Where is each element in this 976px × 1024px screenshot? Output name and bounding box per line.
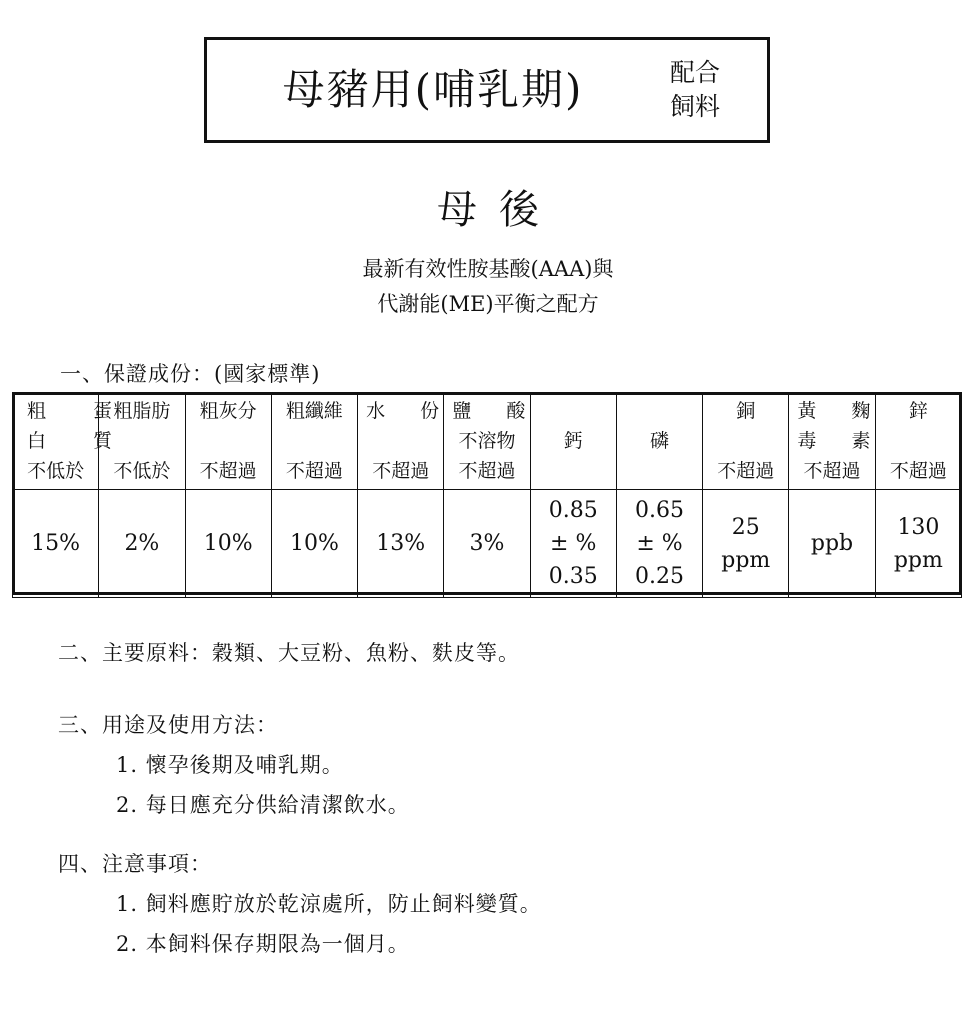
header-cell-zinc: 鋅 不超過 bbox=[875, 393, 961, 490]
section-notes bbox=[58, 845, 542, 965]
header-cell-aflatoxin: 黃 麴 毒 素 不超過 bbox=[789, 393, 875, 490]
guaranteed-analysis-table bbox=[12, 392, 962, 598]
table-header-row bbox=[13, 393, 962, 490]
value-cell-crude-fat: 2% bbox=[99, 490, 185, 598]
product-title: 母豬用(哺乳期) bbox=[282, 65, 584, 114]
title-box bbox=[204, 37, 770, 143]
header-cell-crude-ash: 粗灰分 不超過 bbox=[185, 393, 271, 490]
subtitle-line-2: 代謝能(ME)平衡之配方 bbox=[377, 291, 599, 316]
product-name: 母後 bbox=[437, 187, 561, 233]
product-subtitle bbox=[0, 252, 976, 321]
header-cell-calcium: 鈣 bbox=[530, 393, 616, 490]
notes-item-2: 2. 本飼料保存期限為一個月。 bbox=[116, 931, 410, 956]
value-cell-hcl-insoluble: 3% bbox=[444, 490, 530, 598]
value-cell-calcium: 0.85 ± % 0.35 bbox=[530, 490, 616, 598]
feed-type-line2: 飼料 bbox=[669, 92, 720, 121]
header-cell-copper: 銅 不超過 bbox=[703, 393, 789, 490]
ingredients-heading: 二、主要原料：穀類、大豆粉、魚粉、麩皮等。 bbox=[58, 641, 520, 665]
value-cell-zinc: 130 ppm bbox=[875, 490, 961, 598]
value-cell-crude-protein: 15% bbox=[13, 490, 99, 598]
header-cell-crude-protein: 粗 蛋 白 質 不低於 bbox=[13, 393, 99, 490]
usage-item-1: 1. 懷孕後期及哺乳期。 bbox=[116, 752, 344, 777]
guaranteed-analysis-heading: 一、保證成份：(國家標準) bbox=[60, 362, 321, 386]
usage-item-2: 2. 每日應充分供給清潔飲水。 bbox=[116, 792, 410, 817]
header-cell-crude-fat: 粗脂肪 不低於 bbox=[99, 393, 185, 490]
value-cell-moisture: 13% bbox=[358, 490, 444, 598]
section-ingredients bbox=[58, 634, 520, 674]
header-cell-phosphorus: 磷 bbox=[616, 393, 702, 490]
feed-type-label bbox=[635, 56, 767, 124]
header-cell-moisture: 水 份 不超過 bbox=[358, 393, 444, 490]
value-cell-crude-ash: 10% bbox=[185, 490, 271, 598]
notes-item-1: 1. 飼料應貯放於乾涼處所，防止飼料變質。 bbox=[116, 891, 542, 916]
section-usage bbox=[58, 706, 410, 826]
header-cell-hcl-insoluble: 鹽 酸 不溶物 不超過 bbox=[444, 393, 530, 490]
feed-type-line1: 配合 bbox=[669, 58, 720, 88]
subtitle-line-1: 最新有效性胺基酸(AAA)與 bbox=[362, 257, 614, 281]
notes-heading: 四、注意事項： bbox=[58, 852, 212, 876]
value-cell-copper: 25 ppm bbox=[703, 490, 789, 598]
value-cell-aflatoxin: ppb bbox=[789, 490, 875, 598]
value-cell-crude-fiber: 10% bbox=[271, 490, 357, 598]
usage-heading: 三、用途及使用方法： bbox=[58, 713, 278, 737]
value-cell-phosphorus: 0.65 ± % 0.25 bbox=[616, 490, 702, 598]
table-value-row bbox=[13, 490, 962, 598]
header-cell-crude-fiber: 粗纖維 不超過 bbox=[271, 393, 357, 490]
